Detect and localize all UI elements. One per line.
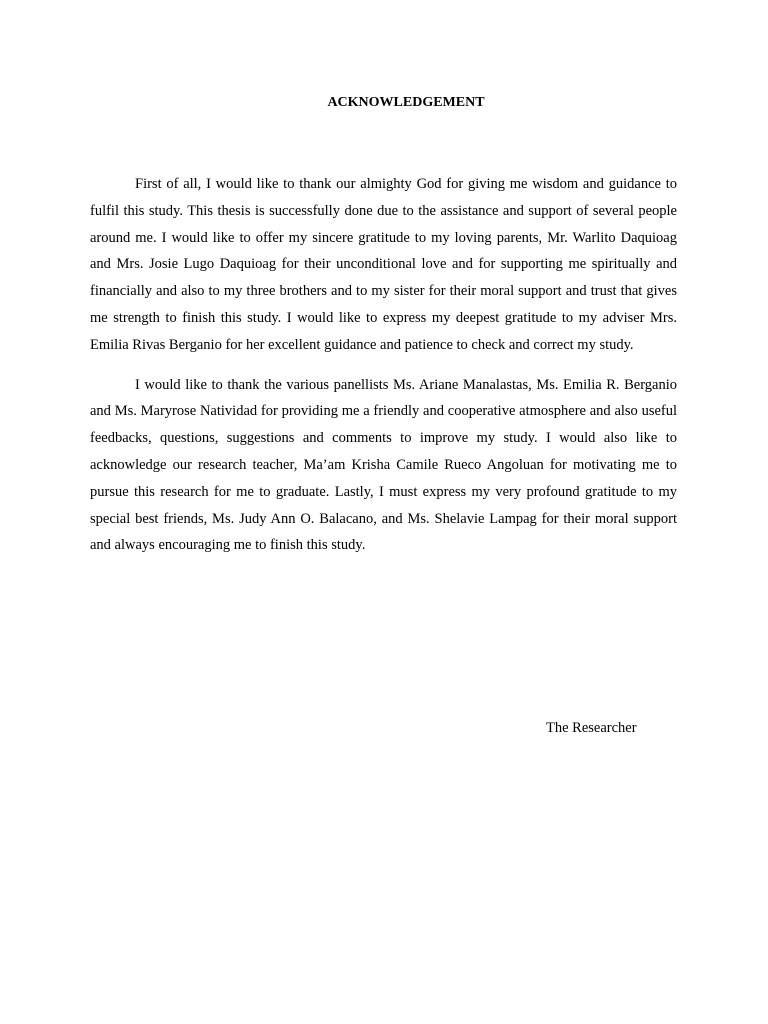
page-title: ACKNOWLEDGEMENT [327, 95, 485, 110]
signature-line: The Researcher [546, 720, 637, 736]
paragraph-1: First of all, I would like to thank our almighty God for giving me wisdom and guidance to fulfil this study. This thesis is successfully done due to the assistance and support of several people around me. I would like to offer my sincere gratitude to my loving parents, Mr. Warlito Daquioag and Mrs. Josie Lugo Daquioag for their unconditional love and for supporting me spiritually and financially and also to my three brothers and to my sister for their moral support and trust that gives me strength to finish this study. I would like to express my deepest gratitude to my adviser Mrs. Emilia Rivas Berganio for her excellent guidance and patience to check and correct my study. [90, 176, 677, 353]
paragraph-2: I would like to thank the various panellists Ms. Ariane Manalastas, Ms. Emilia R. Berganio and Ms. Maryrose Natividad for providing me a friendly and cooperative atmosphere and also useful feedbacks, questions, suggestions and comments to improve my study. I would also like to acknowledge our research teacher, Ma’am Krisha Camile Rueco Angoluan for motivating me to pursue this research for me to graduate. Lastly, I must express my very profound gratitude to my special best friends, Ms. Judy Ann O. Balacano, and Ms. Shelavie Lampag for their moral support and always encouraging me to finish this study. [90, 376, 677, 554]
acknowledgement-body [90, 171, 677, 559]
